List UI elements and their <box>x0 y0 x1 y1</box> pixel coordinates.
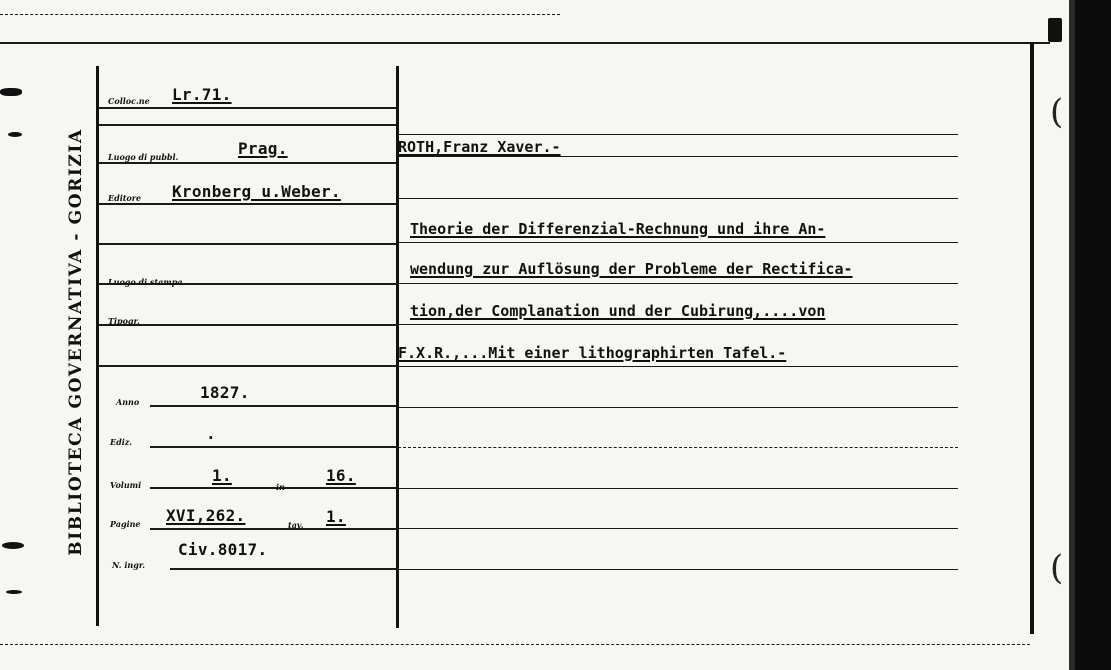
rule-colloc-under <box>98 124 396 126</box>
value-tav: 1. <box>326 507 346 526</box>
rule-volumi <box>150 487 396 489</box>
entry-title-line-4: F.X.R.,...Mit einer lithographirten Tafel.- <box>398 344 787 362</box>
value-collocazione: Lr.71. <box>172 85 232 104</box>
value-volumi-in: 16. <box>326 466 356 485</box>
entry-rule-7 <box>398 366 958 367</box>
rule-blank-1 <box>98 243 396 245</box>
rule-editore <box>98 203 396 205</box>
rule-colloc <box>98 107 396 109</box>
rule-ediz <box>150 446 396 448</box>
entry-rule-3 <box>398 198 958 199</box>
entry-rule-11 <box>398 528 958 529</box>
rule-n-ingr <box>170 568 396 570</box>
value-anno: 1827. <box>200 383 250 402</box>
top-right-mark <box>1048 18 1062 42</box>
value-pagine: XVI,262. <box>166 506 246 525</box>
top-edge-line <box>0 14 560 15</box>
value-luogo-pubbl: Prag. <box>238 139 288 158</box>
label-luogo-stampa: Luogo di stampa <box>108 277 183 287</box>
value-n-ingr: Civ.8017. <box>178 540 268 559</box>
entry-title-line-1: Theorie der Differenzial-Rechnung und ihre An- <box>410 220 826 238</box>
right-paren-mark-top: ( <box>1050 92 1064 132</box>
entry-rule-4 <box>398 242 958 243</box>
value-editore: Kronberg u.Weber. <box>172 182 341 201</box>
scan-edge <box>1075 0 1111 670</box>
entry-rule-8 <box>398 407 958 408</box>
label-pagine: Pagine <box>110 519 141 529</box>
entry-rule-9 <box>398 447 958 448</box>
label-volumi-in: in <box>276 482 285 492</box>
label-tipogr: Tipogr. <box>108 316 140 326</box>
entry-rule-6 <box>398 324 958 325</box>
top-border-line <box>0 42 1050 44</box>
left-ink-mark-4 <box>6 590 22 594</box>
label-collocazione: Colloc.ne <box>108 96 150 106</box>
value-ediz: . <box>206 424 216 443</box>
rule-luogo-pubbl <box>98 162 396 164</box>
entry-rule-12 <box>398 569 958 570</box>
entry-author: ROTH,Franz Xaver.- <box>398 138 561 156</box>
label-n-ingr: N. ingr. <box>112 560 146 570</box>
value-volumi: 1. <box>212 466 232 485</box>
bottom-border-line <box>0 644 1030 645</box>
right-paren-mark-bottom: ( <box>1050 548 1064 588</box>
label-editore: Editore <box>108 193 142 203</box>
rule-blank-2 <box>98 365 396 367</box>
entry-title-line-2: wendung zur Auflösung der Probleme der Rectifica- <box>410 260 853 278</box>
entry-rule-1 <box>398 134 958 135</box>
library-stamp-text: BIBLIOTECA GOVERNATIVA - GORIZIA <box>66 128 86 556</box>
label-anno: Anno <box>116 397 140 407</box>
entry-rule-2 <box>398 156 958 157</box>
rule-pagine <box>150 528 396 530</box>
entry-rule-5 <box>398 283 958 284</box>
entry-title-line-3: tion,der Complanation und der Cubirung,....von <box>410 302 826 320</box>
label-volumi: Volumi <box>110 480 142 490</box>
left-ink-mark-1 <box>0 88 22 96</box>
entry-rule-10 <box>398 488 958 489</box>
rule-tipogr <box>98 324 396 326</box>
left-ink-mark-3 <box>2 542 24 549</box>
label-luogo-pubbl: Luogo di pubbl. <box>108 152 179 162</box>
label-ediz: Ediz. <box>110 437 133 447</box>
left-column-line <box>96 66 99 626</box>
right-border-line <box>1030 42 1034 634</box>
label-tav: tav. <box>288 520 304 530</box>
rule-anno <box>150 405 396 407</box>
left-ink-mark-2 <box>8 132 22 137</box>
